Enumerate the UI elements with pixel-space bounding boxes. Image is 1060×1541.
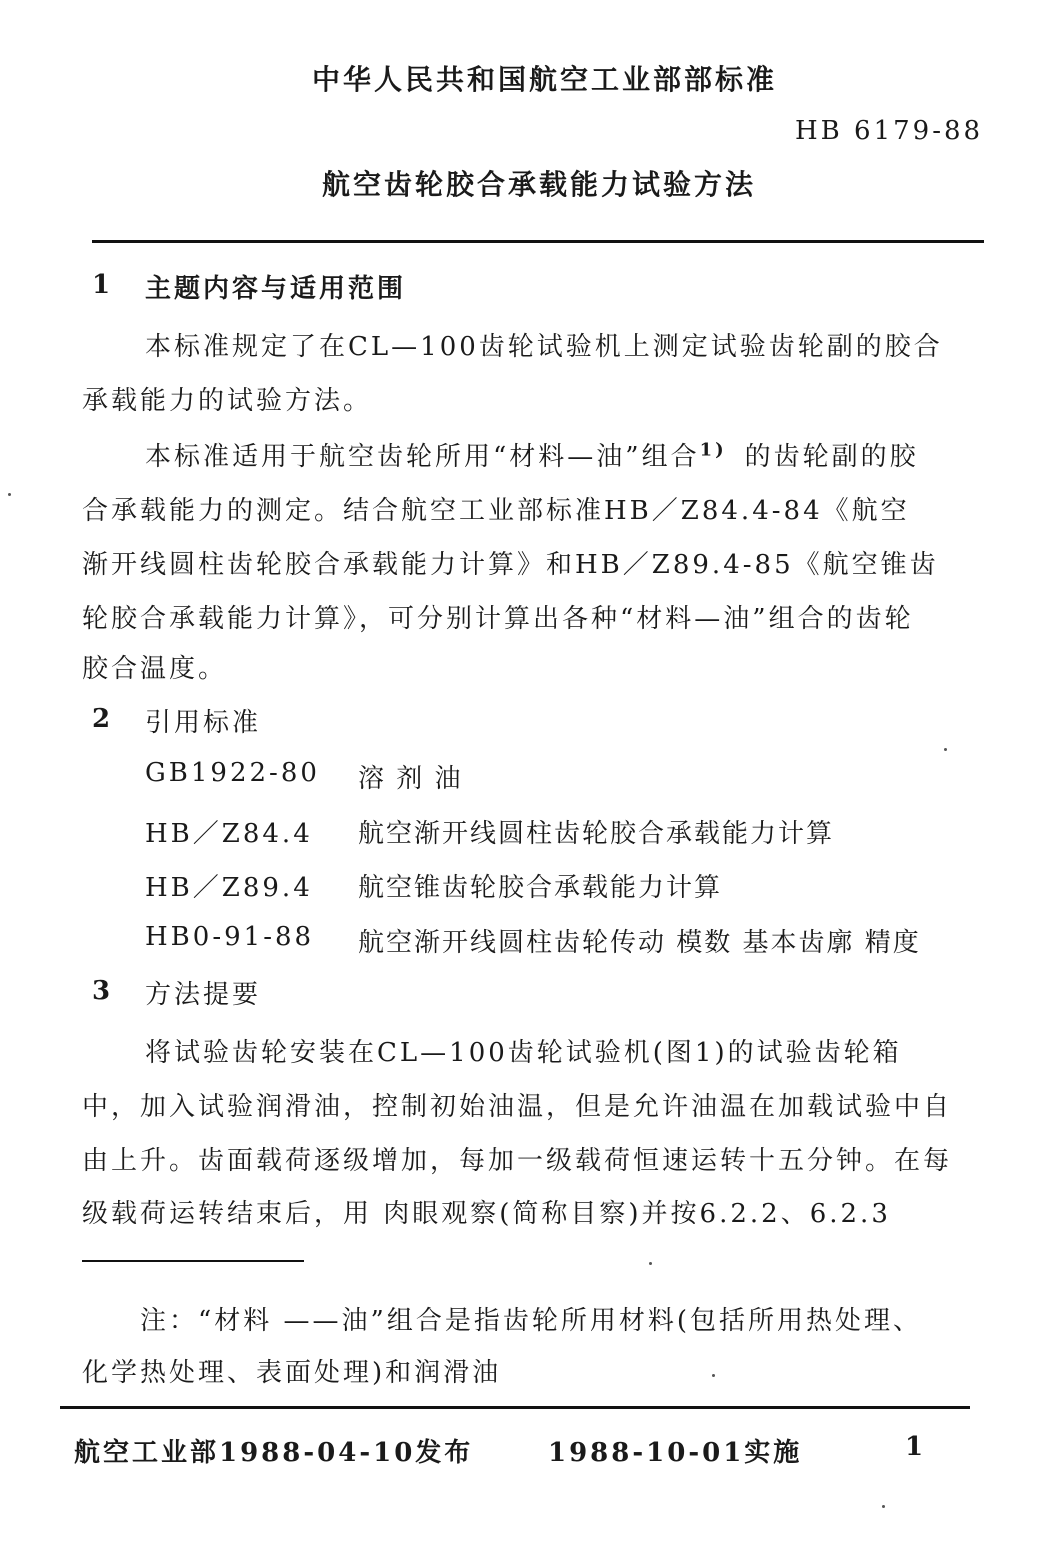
footnote-line2: 化学热处理、表面处理)和润滑油 bbox=[82, 1358, 502, 1388]
section-3-para-line4: 级载荷运转结束后，用 肉眼观察(简称目察)并按6.2.2、6.2.3 bbox=[82, 1199, 891, 1229]
title-divider bbox=[92, 240, 984, 243]
ref-name: 航空渐开线圆柱齿轮传动 模数 基本齿廓 精度 bbox=[358, 928, 921, 958]
section-1-para2-line5: 胶合温度。 bbox=[82, 654, 228, 684]
scan-speck bbox=[882, 1505, 885, 1508]
document-title: 航空齿轮胶合承载能力试验方法 bbox=[322, 168, 757, 201]
page-number: 1 bbox=[905, 1432, 924, 1462]
ref-code: GB1922-80 bbox=[145, 758, 320, 788]
section-3-heading: 方法提要 bbox=[145, 980, 262, 1010]
section-1-para2-line2: 合承载能力的测定。结合航空工业部标准HB／Z84.4-84《航空 bbox=[82, 496, 910, 526]
ref-code: HB0-91-88 bbox=[145, 922, 315, 952]
section-1-para1-line2: 承载能力的试验方法。 bbox=[82, 386, 373, 416]
scan-speck bbox=[8, 493, 11, 496]
issuing-body-title: 中华人民共和国航空工业部部标准 bbox=[312, 63, 778, 96]
scan-speck bbox=[649, 1262, 652, 1265]
section-2-number: 2 bbox=[92, 704, 111, 734]
section-2-heading: 引用标准 bbox=[145, 708, 262, 738]
para2-line1-text-b: 的齿轮副的胶 bbox=[744, 442, 919, 472]
section-1-para2-line1 bbox=[145, 436, 919, 473]
ref-code: HB／Z89.4 bbox=[145, 873, 313, 903]
ref-code: HB／Z84.4 bbox=[145, 819, 313, 849]
scan-speck bbox=[712, 1374, 715, 1377]
section-1-heading: 主题内容与适用范围 bbox=[145, 274, 407, 304]
footnote-marker: 1) bbox=[699, 439, 727, 461]
section-3-number: 3 bbox=[92, 976, 111, 1006]
footnote-divider bbox=[82, 1260, 304, 1262]
section-1-number: 1 bbox=[92, 270, 111, 300]
section-3-para-line1: 将试验齿轮安装在CL—100齿轮试验机(图1)的试验齿轮箱 bbox=[145, 1038, 902, 1068]
footnote-line1: 注：“材料 ——油”组合是指齿轮所用材料(包括所用热处理、 bbox=[140, 1306, 922, 1336]
section-1-para2-line4: 轮胶合承载能力计算》，可分别计算出各种“材料—油”组合的齿轮 bbox=[82, 604, 914, 634]
para2-line1-text-a: 本标准适用于航空齿轮所用“材料—油”组合 bbox=[145, 442, 700, 472]
section-3-para-line3: 由上升。齿面载荷逐级增加，每加一级载荷恒速运转十五分钟。在每 bbox=[82, 1146, 953, 1176]
footer-divider bbox=[60, 1406, 970, 1409]
ref-name: 航空渐开线圆柱齿轮胶合承载能力计算 bbox=[358, 819, 835, 849]
section-1-para2-line3: 渐开线圆柱齿轮胶合承载能力计算》和HB／Z89.4-85《航空锥齿 bbox=[82, 550, 939, 580]
scan-speck bbox=[944, 748, 947, 751]
section-1-para1-line1: 本标准规定了在CL—100齿轮试验机上测定试验齿轮副的胶合 bbox=[145, 332, 943, 362]
section-3-para-line2: 中，加入试验润滑油，控制初始油温，但是允许油温在加载试验中自 bbox=[82, 1092, 953, 1122]
effective-date: 1988-10-01实施 bbox=[548, 1438, 803, 1468]
issued-date: 航空工业部1988-04-10发布 bbox=[74, 1438, 474, 1468]
ref-name: 溶 剂 油 bbox=[358, 764, 463, 794]
standard-number: HB 6179-88 bbox=[795, 116, 984, 146]
ref-name: 航空锥齿轮胶合承载能力计算 bbox=[358, 873, 723, 903]
